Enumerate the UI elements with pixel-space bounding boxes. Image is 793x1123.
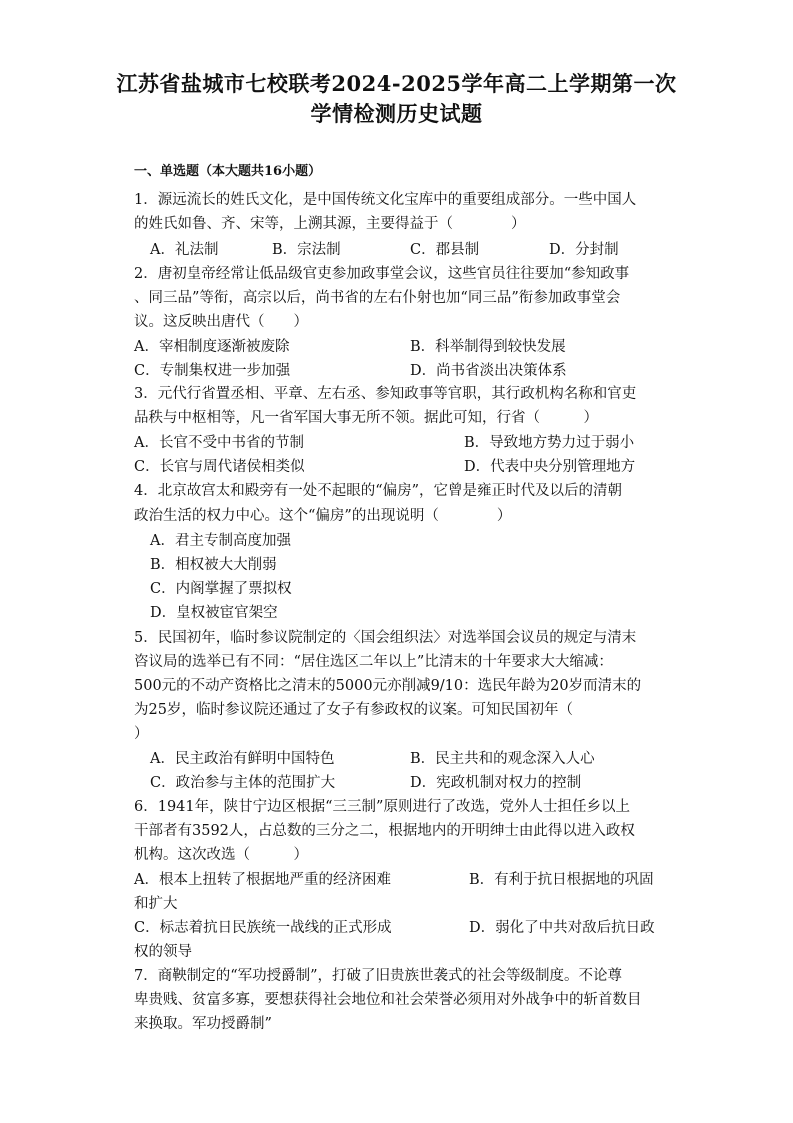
q3-option-a: A．长官不受中书省的节制 (134, 435, 304, 451)
q5-option-d: D．宪政机制对权力的控制 (410, 775, 582, 791)
q3-stem-line-1: 3．元代行省置丞相、平章、左右丞、参知政事等官职，其行政机构名称和官吏 (134, 386, 637, 402)
q2-option-d: D．尚书省淡出决策体系 (410, 363, 567, 379)
exam-title-line-1: 江苏省盐城市七校联考2024-2025学年高二上学期第一次 (116, 71, 677, 96)
q7-stem-line-2: 卑贵贱、贫富多寡，要想获得社会地位和社会荣誉必须用对外战争中的斩首数目 (134, 992, 642, 1008)
q1-option-c: C．郡县制 (410, 242, 480, 258)
q6-stem-line-1: 6．1941年，陕甘宁边区根据“三三制”原则进行了改选，党外人士担任乡以上 (134, 799, 630, 815)
q6-stem-line-3: 机构。这次改选（ ） (134, 847, 308, 863)
q4-option-a: A．君主专制高度加强 (150, 533, 291, 549)
q5-option-c: C．政治参与主体的范围扩大 (150, 775, 336, 791)
q6-option-b: B．有利于抗日根据地的巩固 (469, 872, 654, 888)
q1-option-a: A．礼法制 (150, 242, 219, 258)
q4-option-d: D．皇权被宦官架空 (150, 605, 278, 621)
section-heading: 一、单选题（本大题共16小题） (134, 164, 322, 179)
q5-stem-line-5: ） (134, 726, 149, 742)
q1-stem-line-1: 1．源远流长的姓氏文化，是中国传统文化宝库中的重要组成部分。一些中国人 (134, 192, 637, 208)
q2-option-b: B．科举制得到较快发展 (410, 339, 566, 355)
q4-stem-line-2: 政治生活的权力中心。这个“偏房”的出现说明（ ） (134, 508, 512, 524)
q5-option-a: A．民主政治有鲜明中国特色 (150, 751, 335, 767)
q2-stem-line-1: 2．唐初皇帝经常让低品级官吏参加政事堂会议，这些官员往往要加“参知政事 (134, 266, 630, 282)
q4-stem-line-1: 4．北京故宫太和殿旁有一处不起眼的“偏房”，它曾是雍正时代及以后的清朝 (134, 483, 623, 499)
q6-option-d: D．弱化了中共对敌后抗日政 (469, 920, 655, 936)
exam-title-line-2: 学情检测历史试题 (310, 101, 483, 126)
q2-stem-line-2: 、同三品”等衔，高宗以后，尚书省的左右仆射也加“同三品”衔参加政事堂会 (134, 290, 621, 306)
q6-option-b-continued: 和扩大 (134, 896, 178, 912)
q6-option-c: C．标志着抗日民族统一战线的正式形成 (134, 920, 392, 936)
q5-stem-line-3: 500元的不动产资格比之清末的5000元亦削减9/10：选民年龄为20岁而清末的 (134, 678, 642, 694)
q5-stem-line-1: 5．民国初年，临时参议院制定的〈国会组织法〉对选举国会议员的规定与清末 (134, 630, 637, 646)
q6-option-d-continued: 权的领导 (134, 944, 192, 960)
q4-option-b: B．相权被大大削弱 (150, 557, 277, 573)
q4-option-c: C．内阁掌握了票拟权 (150, 581, 292, 597)
q1-option-b: B．宗法制 (272, 242, 341, 258)
q5-stem-line-2: 咨议局的选举已有不同：“居住选区二年以上”比清末的十年要求大大缩减： (134, 654, 613, 670)
q2-option-c: C．专制集权进一步加强 (134, 363, 291, 379)
q7-stem-line-3: 来换取。军功授爵制” (134, 1016, 272, 1032)
q3-stem-line-2: 品秩与中枢相等，凡一省军国大事无所不领。据此可知，行省（ ） (134, 410, 598, 426)
q6-option-a: A．根本上扭转了根据地严重的经济困难 (134, 872, 391, 888)
q2-option-a: A．宰相制度逐渐被废除 (134, 339, 290, 355)
q6-stem-line-2: 干部者有3592人，占总数的三分之二，根据地内的开明绅士由此得以进入政权 (134, 823, 635, 839)
q2-stem-line-3: 议。这反映出唐代（ ） (134, 314, 308, 330)
q5-option-b: B．民主共和的观念深入人心 (410, 751, 595, 767)
q7-stem-line-1: 7．商鞅制定的“军功授爵制”，打破了旧贵族世袭式的社会等级制度。不论尊 (134, 968, 623, 984)
q1-stem-line-2: 的姓氏如鲁、齐、宋等，上溯其源，主要得益于（ ） (134, 216, 526, 232)
q3-option-d: D．代表中央分别管理地方 (464, 459, 636, 475)
q3-option-c: C．长官与周代诸侯相类似 (134, 459, 305, 475)
q5-stem-line-4: 为25岁，临时参议院还通过了女子有参政权的议案。可知民国初年（ (134, 702, 573, 718)
q3-option-b: B．导致地方势力过于弱小 (464, 435, 635, 451)
q1-option-d: D．分封制 (549, 242, 619, 258)
